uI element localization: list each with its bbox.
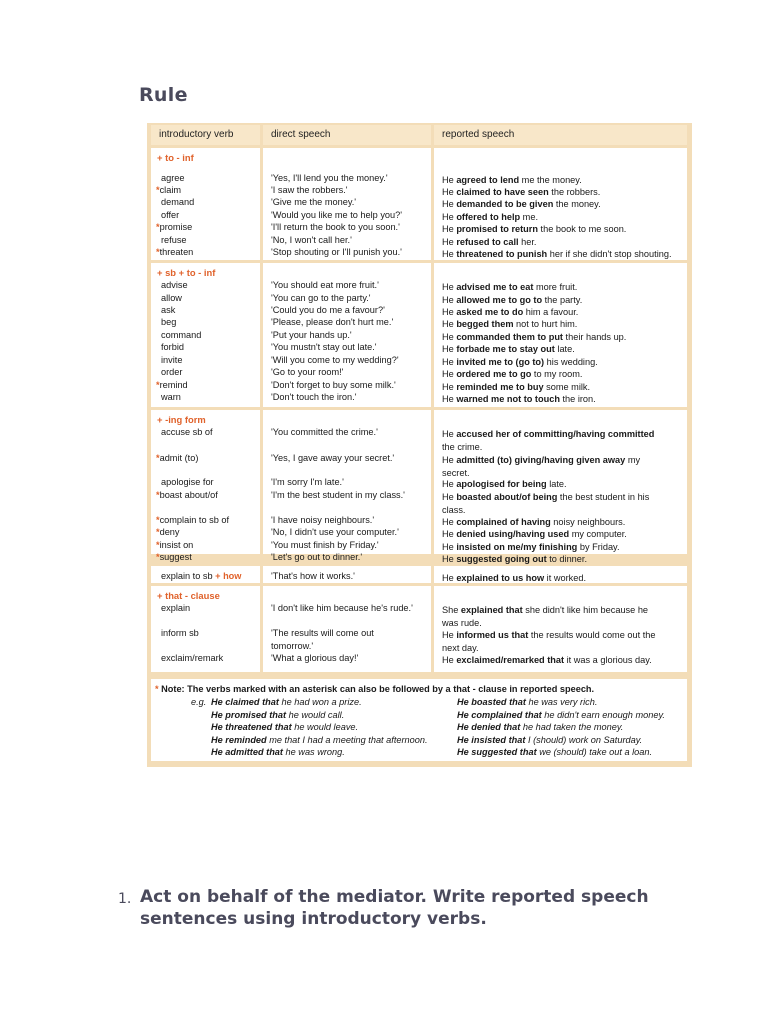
direct-speech-text: 'Put your hands up.'	[271, 330, 352, 340]
introductory-verb: warn	[161, 392, 181, 402]
introductory-verb: command	[161, 330, 202, 340]
introductory-verb: *deny	[156, 527, 180, 537]
note-example-right: He denied that he had taken the money.	[457, 722, 624, 733]
note-example-right: He boasted that he was very rich.	[457, 697, 598, 707]
table-header-row	[147, 125, 692, 145]
asterisk-marker: *	[156, 540, 160, 550]
introductory-verb: offer	[161, 210, 180, 220]
reported-speech-text: He ordered me to go to my room.	[442, 369, 583, 379]
introductory-verb: *promise	[156, 222, 193, 232]
direct-speech-text: 'I don't like him because he's rude.'	[271, 603, 413, 613]
direct-speech-text: 'You mustn't stay out late.'	[271, 342, 377, 352]
reported-speech-text: He reminded me to buy some milk.	[442, 382, 591, 392]
reported-speech-text: He begged them not to hurt him.	[442, 319, 578, 329]
asterisk-note	[151, 679, 687, 761]
introductory-verb: *remind	[156, 380, 188, 390]
reported-speech-column	[434, 566, 687, 583]
reported-speech-text: next day.	[442, 642, 479, 653]
introductory-verb: order	[161, 367, 183, 377]
group-title: + to - inf	[157, 152, 194, 163]
introductory-verb: advise	[161, 280, 188, 290]
direct-speech-text: 'That's how it works.'	[271, 571, 355, 581]
direct-speech-text: 'No, I didn't use your computer.'	[271, 527, 399, 537]
introductory-verb: forbid	[161, 342, 184, 352]
introductory-verb: invite	[161, 355, 183, 365]
direct-speech-text: 'No, I won't call her.'	[271, 235, 352, 245]
reported-speech-text: He commanded them to put their hands up.	[442, 332, 627, 342]
direct-speech-text: 'Could you do me a favour?'	[271, 305, 385, 315]
reported-speech-text: He denied using/having used my computer.	[442, 529, 627, 539]
reported-speech-text: He refused to call her.	[442, 237, 537, 247]
introductory-verb: demand	[161, 197, 195, 207]
reported-speech-text: He claimed to have seen the robbers.	[442, 187, 601, 197]
direct-speech-column	[263, 263, 431, 407]
note-example-left: He admitted that he was wrong.	[211, 747, 345, 758]
direct-speech-text: 'Will you come to my wedding?'	[271, 355, 399, 365]
direct-speech-text: 'I'm sorry I'm late.'	[271, 477, 344, 487]
direct-speech-column	[263, 148, 431, 260]
table-group	[147, 410, 692, 564]
direct-speech-text: 'Stop shouting or I'll punish you.'	[271, 247, 402, 257]
reported-speech-column	[434, 410, 687, 564]
reported-speech-table	[147, 123, 692, 767]
reported-speech-column	[434, 148, 687, 260]
reported-speech-text: He agreed to lend me the money.	[442, 175, 582, 185]
table-group	[147, 148, 692, 260]
reported-speech-text: He asked me to do him a favour.	[442, 307, 579, 317]
note-eg: e.g.	[191, 697, 207, 707]
direct-speech-column	[263, 566, 431, 583]
table-group	[147, 566, 692, 583]
introductory-verb: *claim	[156, 185, 182, 195]
section-heading: Rule	[139, 84, 188, 106]
reported-speech-text: He advised me to eat more fruit.	[442, 282, 578, 292]
group-title: + sb + to - inf	[157, 267, 216, 278]
introductory-verb: *suggest	[156, 552, 192, 562]
direct-speech-text: 'Would you like me to help you?'	[271, 210, 403, 220]
group-title: + that - clause	[157, 590, 220, 601]
direct-speech-text: 'I'll return the book to you soon.'	[271, 222, 400, 232]
introductory-verb: *boast about/of	[156, 490, 218, 500]
direct-speech-text: 'Give me the money.'	[271, 197, 357, 207]
reported-speech-text: He promised to return the book to me soon.	[442, 224, 627, 234]
reported-speech-text: He admitted (to) giving/having given away my	[442, 455, 641, 465]
asterisk-marker: *	[156, 222, 160, 232]
reported-speech-text: He suggested going out to dinner.	[442, 554, 588, 564]
direct-speech-text: 'The results will come out	[271, 628, 374, 638]
reported-speech-text: secret.	[442, 467, 470, 478]
asterisk-marker: *	[156, 247, 160, 257]
introductory-verb: inform sb	[161, 628, 199, 638]
reported-speech-text: He allowed me to go to the party.	[442, 295, 583, 305]
asterisk-marker: *	[156, 490, 160, 500]
direct-speech-text: 'Go to your room!'	[271, 367, 344, 377]
table-group	[147, 263, 692, 407]
introductory-verb: exclaim/remark	[161, 653, 224, 663]
exercise-number: 1.	[118, 891, 132, 907]
reported-speech-column	[434, 263, 687, 407]
header-direct-speech: direct speech	[263, 125, 431, 145]
introductory-verb: explain to sb + how	[161, 571, 242, 581]
introductory-verb: apologise for	[161, 477, 214, 487]
group-title: + -ing form	[157, 414, 206, 425]
header-reported-speech: reported speech	[434, 125, 687, 145]
note-example-left: He reminded me that I had a meeting that afternoon.	[211, 734, 428, 745]
direct-speech-text: 'You committed the crime.'	[271, 427, 378, 437]
introductory-verb: allow	[161, 293, 182, 303]
reported-speech-text: He complained of having noisy neighbours.	[442, 517, 626, 527]
direct-speech-text: 'You should eat more fruit.'	[271, 280, 379, 290]
direct-speech-column	[263, 410, 431, 562]
reported-speech-text: He forbade me to stay out late.	[442, 344, 575, 354]
reported-speech-text: He accused her of committing/having committed	[442, 429, 655, 439]
note-example-right: He insisted that I (should) work on Saturday.	[457, 734, 643, 745]
reported-speech-text: He invited me to (go to) his wedding.	[442, 357, 598, 367]
introductory-verb: ask	[161, 305, 176, 315]
direct-speech-text: 'You must finish by Friday.'	[271, 540, 379, 550]
reported-speech-text: He apologised for being late.	[442, 479, 567, 489]
verb-column	[151, 263, 260, 407]
asterisk-marker: *	[156, 185, 160, 195]
introductory-verb: *threaten	[156, 247, 194, 257]
direct-speech-text: 'Yes, I gave away your secret.'	[271, 453, 395, 463]
introductory-verb: beg	[161, 317, 177, 327]
direct-speech-text: 'I have noisy neighbours.'	[271, 515, 375, 525]
direct-speech-text: tomorrow.'	[271, 640, 314, 651]
reported-speech-text: He exclaimed/remarked that it was a glorious day.	[442, 655, 652, 665]
reported-speech-text: He explained to us how it worked.	[442, 573, 586, 583]
introductory-verb: refuse	[161, 235, 187, 245]
reported-speech-text: He offered to help me.	[442, 212, 538, 222]
exercise-instruction: Act on behalf of the mediator. Write reported speech sentences using introductory verbs.	[140, 887, 649, 929]
verb-column	[151, 148, 260, 260]
note-example-left: He promised that he would call.	[211, 709, 345, 720]
note-example-left: He claimed that he had won a prize.	[211, 697, 362, 707]
asterisk-marker: *	[156, 552, 160, 562]
direct-speech-column	[263, 586, 431, 672]
reported-speech-text: was rude.	[442, 617, 482, 628]
asterisk-marker: *	[156, 515, 160, 525]
table-group	[147, 586, 692, 672]
verb-column	[151, 410, 260, 562]
asterisk-marker: *	[156, 527, 160, 537]
introductory-verb: accuse sb of	[161, 427, 213, 437]
asterisk-marker: *	[156, 453, 160, 463]
verb-column	[151, 566, 260, 583]
reported-speech-text: class.	[442, 504, 466, 515]
direct-speech-text: 'Please, please don't hurt me.'	[271, 317, 394, 327]
introductory-verb: agree	[161, 173, 185, 183]
reported-speech-text: She explained that she didn't like him because he	[442, 605, 649, 615]
reported-speech-text: the crime.	[442, 441, 483, 452]
direct-speech-text: 'I saw the robbers.'	[271, 185, 348, 195]
note-example-right: He complained that he didn't earn enough money.	[457, 709, 665, 720]
introductory-verb: *complain to sb of	[156, 515, 230, 525]
direct-speech-text: 'Yes, I'll lend you the money.'	[271, 173, 388, 183]
direct-speech-text: 'Don't forget to buy some milk.'	[271, 380, 396, 390]
note-example-right: He suggested that we (should) take out a loan.	[457, 747, 653, 758]
asterisk-marker: *	[156, 380, 160, 390]
reported-speech-text: He insisted on me/my finishing by Friday.	[442, 542, 620, 552]
header-introductory-verb: introductory verb	[151, 125, 260, 145]
direct-speech-text: 'What a glorious day!'	[271, 653, 359, 663]
introductory-verb: *insist on	[156, 540, 194, 550]
direct-speech-text: 'You can go to the party.'	[271, 293, 371, 303]
reported-speech-text: He warned me not to touch the iron.	[442, 394, 596, 404]
direct-speech-text: 'I'm the best student in my class.'	[271, 490, 405, 500]
reported-speech-text: He boasted about/of being the best student in his	[442, 492, 650, 502]
note-example-left: He threatened that he would leave.	[211, 722, 359, 733]
direct-speech-text: 'Let's go out to dinner.'	[271, 552, 363, 562]
verb-column	[151, 586, 260, 672]
introductory-verb: explain	[161, 603, 191, 613]
reported-speech-column	[434, 586, 687, 672]
reported-speech-text: He threatened to punish her if she didn't stop shouting.	[442, 249, 672, 259]
introductory-verb: *admit (to)	[156, 453, 199, 463]
note-title: * Note: The verbs marked with an asterisk can also be followed by a that - clause in reported speech.	[155, 684, 595, 694]
reported-speech-text: He informed us that the results would come out the	[442, 630, 656, 640]
direct-speech-text: 'Don't touch the iron.'	[271, 392, 357, 402]
reported-speech-text: He demanded to be given the money.	[442, 199, 601, 209]
